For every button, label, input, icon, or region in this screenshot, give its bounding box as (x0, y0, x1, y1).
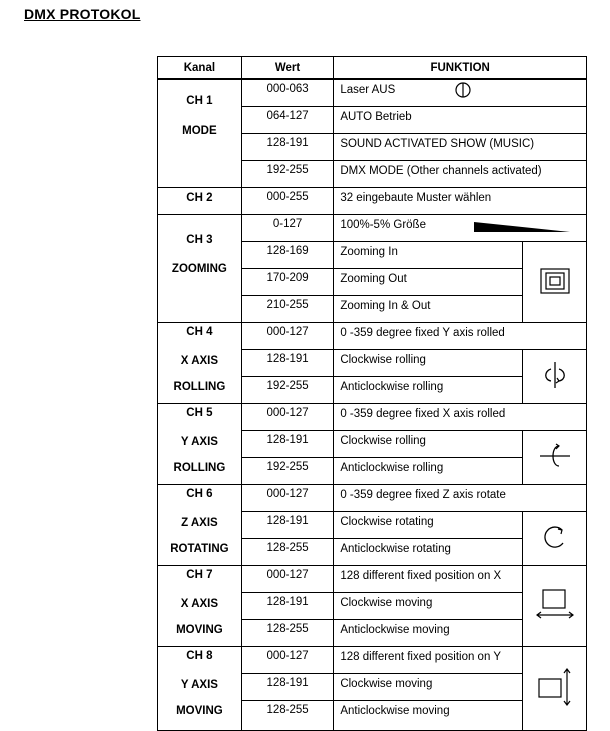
table-header-row (158, 57, 587, 80)
function-cell: 0 -359 degree fixed Y axis rolled (334, 323, 587, 350)
channel-name: MOVING (176, 624, 223, 636)
value-cell: 000-255 (241, 188, 334, 215)
value-cell: 210-255 (241, 296, 334, 323)
icon-cell (523, 350, 587, 404)
function-cell: Clockwise rolling (334, 431, 523, 458)
table-row (158, 188, 587, 215)
function-cell: 32 eingebaute Muster wählen (334, 188, 587, 215)
value-cell: 128-169 (241, 242, 334, 269)
channel-name: X AXIS (180, 598, 219, 610)
table-row (158, 79, 587, 107)
function-cell: Anticlockwise rolling (334, 377, 523, 404)
y-axis-moving-icon (536, 667, 574, 707)
value-cell: 192-255 (241, 377, 334, 404)
function-cell: 0 -359 degree fixed X axis rolled (334, 404, 587, 431)
channel-name: Y AXIS (180, 436, 218, 448)
value-cell: 128-255 (241, 539, 334, 566)
value-cell: 000-127 (241, 323, 334, 350)
channel-name: MODE (182, 125, 217, 137)
channel-name: MOVING (176, 705, 223, 717)
channel-cell-ch1 (158, 79, 242, 188)
channel-label: CH 4 (186, 326, 213, 338)
icon-cell (523, 566, 587, 647)
channel-label: CH 6 (186, 488, 213, 500)
value-cell: 192-255 (241, 161, 334, 188)
function-cell: 128 different fixed position on X (334, 566, 523, 593)
dmx-table (157, 56, 587, 731)
function-cell: Anticlockwise moving (334, 620, 523, 647)
channel-cell-ch2 (158, 188, 242, 215)
value-cell: 128-191 (241, 674, 334, 701)
table-row (158, 323, 587, 350)
function-cell: SOUND ACTIVATED SHOW (MUSIC) (334, 134, 587, 161)
channel-label: CH 8 (186, 650, 213, 662)
value-cell: 128-191 (241, 134, 334, 161)
channel-cell-ch4 (158, 323, 242, 404)
rotate-icon (540, 522, 570, 552)
function-cell: Clockwise rolling (334, 350, 523, 377)
function-cell: 128 different fixed position on Y (334, 647, 523, 674)
icon-cell (523, 242, 587, 323)
channel-label: CH 5 (186, 407, 213, 419)
function-cell: Clockwise moving (334, 593, 523, 620)
channel-cell-ch8 (158, 647, 242, 731)
function-cell: Clockwise moving (334, 674, 523, 701)
x-axis-moving-icon (535, 588, 575, 622)
value-cell: 000-127 (241, 566, 334, 593)
icon-cell (523, 512, 587, 566)
table-row (158, 566, 587, 593)
icon-cell (523, 431, 587, 485)
laser-off-icon (454, 81, 472, 99)
value-cell: 000-127 (241, 647, 334, 674)
channel-name: X AXIS (180, 355, 219, 367)
channel-label: CH 3 (186, 234, 213, 246)
function-cell: Anticlockwise rotating (334, 539, 523, 566)
y-axis-rolling-icon (538, 441, 572, 471)
channel-name: ZOOMING (171, 263, 227, 275)
function-cell: AUTO Betrieb (334, 107, 587, 134)
header-funktion: FUNKTION (334, 57, 587, 80)
value-cell: 128-191 (241, 350, 334, 377)
function-cell (334, 215, 587, 242)
page-title: DMX PROTOKOL (24, 6, 141, 22)
channel-name: Y AXIS (180, 679, 218, 691)
x-axis-rolling-icon (540, 360, 570, 390)
channel-name: Z AXIS (181, 517, 218, 529)
table-row (158, 647, 587, 674)
channel-cell-ch5 (158, 404, 242, 485)
value-cell: 000-063 (241, 79, 334, 107)
channel-cell-ch6 (158, 485, 242, 566)
function-cell: 0 -359 degree fixed Z axis rotate (334, 485, 587, 512)
header-wert: Wert (241, 57, 334, 80)
table-row (158, 485, 587, 512)
function-text: 100%-5% Größe (340, 219, 426, 231)
function-cell: Anticlockwise moving (334, 701, 523, 731)
function-cell: Zooming Out (334, 269, 523, 296)
channel-name: ROTATING (170, 543, 229, 555)
channel-name: ROLLING (173, 462, 226, 474)
value-cell: 128-191 (241, 431, 334, 458)
value-cell: 128-255 (241, 701, 334, 731)
channel-name: ROLLING (173, 381, 226, 393)
zoom-icon (540, 268, 570, 294)
function-cell: DMX MODE (Other channels activated) (334, 161, 587, 188)
function-cell: Zooming In & Out (334, 296, 523, 323)
channel-label: CH 7 (186, 569, 213, 581)
icon-cell (523, 647, 587, 731)
header-kanal: Kanal (158, 57, 242, 80)
table-row (158, 404, 587, 431)
channel-label: CH 2 (186, 192, 213, 204)
function-cell (334, 79, 587, 107)
function-cell: Zooming In (334, 242, 523, 269)
value-cell: 000-127 (241, 404, 334, 431)
channel-cell-ch3 (158, 215, 242, 323)
table-row (158, 215, 587, 242)
value-cell: 0-127 (241, 215, 334, 242)
channel-cell-ch7 (158, 566, 242, 647)
size-ramp-icon (474, 219, 570, 235)
value-cell: 064-127 (241, 107, 334, 134)
value-cell: 128-255 (241, 620, 334, 647)
function-text: Laser AUS (340, 84, 396, 96)
function-cell: Clockwise rotating (334, 512, 523, 539)
value-cell: 192-255 (241, 458, 334, 485)
channel-label: CH 1 (186, 95, 213, 107)
value-cell: 128-191 (241, 512, 334, 539)
value-cell: 000-127 (241, 485, 334, 512)
value-cell: 128-191 (241, 593, 334, 620)
value-cell: 170-209 (241, 269, 334, 296)
function-cell: Anticlockwise rolling (334, 458, 523, 485)
